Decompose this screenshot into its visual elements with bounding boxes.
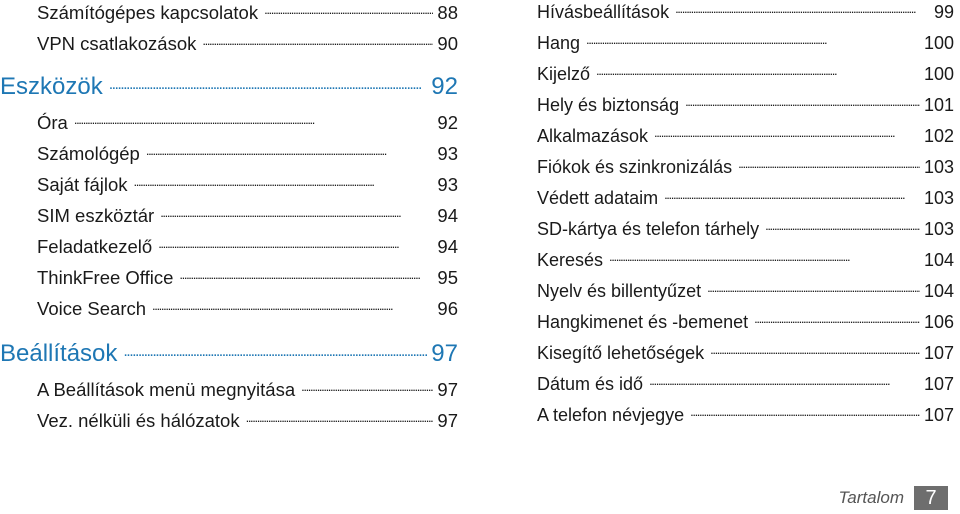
toc-entry-page: 88 bbox=[437, 2, 458, 23]
toc-entry-label: Kijelző bbox=[537, 64, 591, 84]
toc-leader-dots bbox=[675, 0, 930, 23]
toc-leader-dots bbox=[596, 54, 920, 85]
toc-entry-page: 99 bbox=[933, 2, 954, 22]
toc-section-page: 97 bbox=[431, 340, 458, 367]
toc-section-page: 92 bbox=[431, 73, 458, 100]
toc-entry-page: 102 bbox=[923, 126, 954, 146]
toc-leader-dots bbox=[586, 23, 920, 54]
toc-right-column bbox=[537, 0, 954, 431]
toc-entry-page: 104 bbox=[923, 281, 954, 301]
toc-entry-label: Hívásbeállítások bbox=[537, 2, 670, 22]
toc-leader-dots bbox=[202, 23, 433, 54]
toc-leader-dots bbox=[754, 302, 920, 333]
toc-entry-page: 100 bbox=[923, 33, 954, 53]
toc-leader-dots bbox=[710, 333, 920, 364]
toc-left-column bbox=[0, 0, 458, 436]
toc-entry-page: 103 bbox=[923, 188, 954, 208]
toc-entry[interactable] bbox=[37, 28, 458, 59]
toc-leader-dots bbox=[160, 195, 433, 226]
toc-entry-label: Feladatkezelő bbox=[37, 236, 153, 257]
toc-entry-label: SIM eszköztár bbox=[37, 205, 155, 226]
toc-entry-label: VPN csatlakozások bbox=[37, 33, 197, 54]
footer-section-label: Tartalom bbox=[838, 488, 904, 507]
toc-entry-page: 104 bbox=[923, 250, 954, 270]
toc-leader-dots bbox=[109, 62, 428, 102]
toc-leader-dots bbox=[123, 329, 427, 369]
toc-leader-dots bbox=[649, 364, 920, 395]
toc-leader-dots bbox=[301, 369, 433, 400]
toc-entry[interactable] bbox=[37, 293, 458, 324]
toc-entry-label: Fiókok és szinkronizálás bbox=[537, 157, 733, 177]
toc-leader-dots bbox=[158, 226, 433, 257]
toc-entry-label: A Beállítások menü megnyitása bbox=[37, 379, 296, 400]
toc-entry-page: 97 bbox=[437, 379, 458, 400]
toc-entry-label: Védett adataim bbox=[537, 188, 659, 208]
toc-entry-label: Számítógépes kapcsolatok bbox=[37, 2, 259, 23]
toc-entry-page: 103 bbox=[923, 219, 954, 239]
toc-entry-label: Voice Search bbox=[37, 298, 147, 319]
toc-entry-label: Hely és biztonság bbox=[537, 95, 680, 115]
toc-entry[interactable] bbox=[37, 405, 458, 436]
toc-entry-page: 101 bbox=[923, 95, 954, 115]
toc-leader-dots bbox=[246, 400, 434, 431]
toc-entry-page: 107 bbox=[923, 405, 954, 425]
toc-leader-dots bbox=[146, 133, 434, 164]
toc-entry-page: 97 bbox=[437, 410, 458, 431]
toc-leader-dots bbox=[654, 116, 920, 147]
toc-entry-label: SD-kártya és telefon tárhely bbox=[537, 219, 760, 239]
toc-entry-page: 94 bbox=[437, 236, 458, 257]
toc-entry-page: 107 bbox=[923, 374, 954, 394]
toc-leader-dots bbox=[179, 257, 433, 288]
toc-leader-dots bbox=[264, 0, 433, 23]
toc-section-label: Eszközök bbox=[0, 73, 103, 100]
toc-entry-page: 92 bbox=[437, 112, 458, 133]
toc-section-label: Beállítások bbox=[0, 340, 118, 367]
toc-entry[interactable] bbox=[537, 400, 954, 431]
toc-leader-dots bbox=[765, 209, 920, 240]
toc-entry-page: 96 bbox=[437, 298, 458, 319]
toc-entry-label: Hangkimenet és -bemenet bbox=[537, 312, 749, 332]
toc-entry-page: 103 bbox=[923, 157, 954, 177]
toc-entry-label: Kisegítő lehetőségek bbox=[537, 343, 705, 363]
toc-leader-dots bbox=[134, 164, 434, 195]
page-footer bbox=[838, 486, 948, 510]
toc-leader-dots bbox=[685, 85, 920, 116]
toc-leader-dots bbox=[74, 102, 434, 133]
toc-entry-label: Nyelv és billentyűzet bbox=[537, 281, 702, 301]
toc-entry-page: 107 bbox=[923, 343, 954, 363]
toc-leader-dots bbox=[664, 178, 920, 209]
toc-entry-page: 93 bbox=[437, 174, 458, 195]
toc-entry-page: 93 bbox=[437, 143, 458, 164]
toc-leader-dots bbox=[707, 271, 920, 302]
toc-entry-label: Hang bbox=[537, 33, 581, 53]
toc-entry-label: Keresés bbox=[537, 250, 604, 270]
toc-entry-label: Számológép bbox=[37, 143, 140, 164]
toc-leader-dots bbox=[690, 395, 920, 426]
toc-entry-page: 100 bbox=[923, 64, 954, 84]
toc-entry-page: 94 bbox=[437, 205, 458, 226]
toc-entry-label: Óra bbox=[37, 112, 68, 133]
toc-entry-page: 95 bbox=[437, 267, 458, 288]
toc-entry-page: 106 bbox=[923, 312, 954, 332]
toc-entry-label: A telefon névjegye bbox=[537, 405, 685, 425]
toc-section-heading-settings[interactable] bbox=[0, 334, 458, 374]
toc-entry-page: 90 bbox=[437, 33, 458, 54]
toc-entry-label: Dátum és idő bbox=[537, 374, 644, 394]
toc-section-heading-tools[interactable] bbox=[0, 67, 458, 107]
toc-entry-label: Vez. nélküli és hálózatok bbox=[37, 410, 240, 431]
toc-leader-dots bbox=[152, 288, 433, 319]
toc-leader-dots bbox=[738, 147, 920, 178]
toc-entry-label: Saját fájlok bbox=[37, 174, 128, 195]
page-number-box: 7 bbox=[914, 486, 948, 510]
toc-entry-label: Alkalmazások bbox=[537, 126, 649, 146]
toc-leader-dots bbox=[609, 240, 920, 271]
toc-entry-label: ThinkFree Office bbox=[37, 267, 174, 288]
